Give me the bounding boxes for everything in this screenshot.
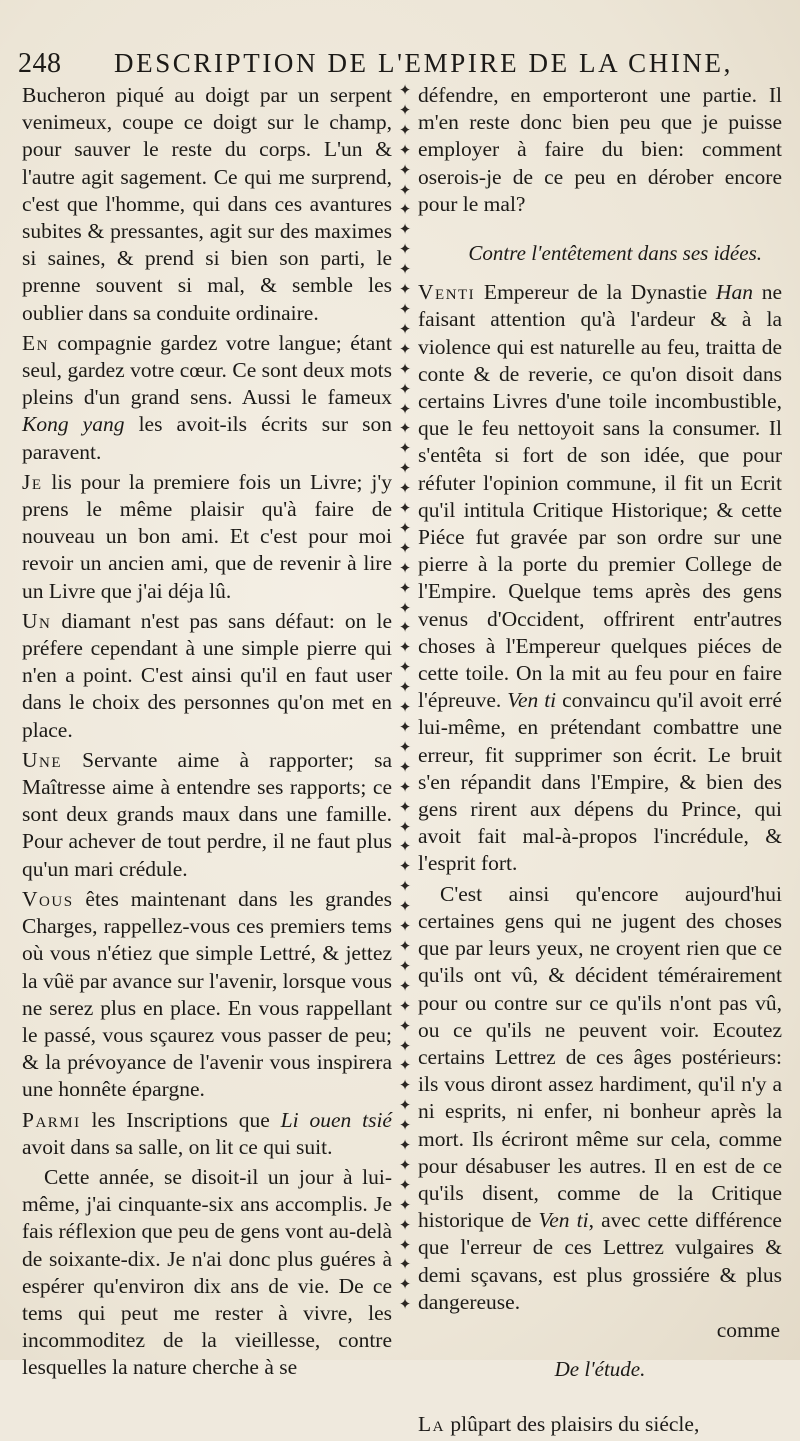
fleuron-icon: ✦ xyxy=(398,262,412,279)
proper-name: Ven ti xyxy=(538,1208,589,1233)
paragraph-text: Empereur de la Dynastie xyxy=(475,280,716,305)
paragraph-text: défendre, en emporteront une partie. Il m'en reste donc bien peu que je puisse employer à faire du bien: comment oserois-je de ce peu en dérober encore pour le mal? xyxy=(418,83,782,216)
fleuron-icon: ✦ xyxy=(398,660,412,677)
fleuron-icon: ✦ xyxy=(398,839,412,856)
fleuron-icon: ✦ xyxy=(398,142,412,159)
paragraph-text: Servante aime à rapporter; sa Maîtresse aime à entendre ses rapports; ce sont deux grands maux dans une famille. Pour achever de tout perdre, il ne faut plus qu'un mari crédule. xyxy=(22,747,392,881)
column-divider-ornament xyxy=(394,84,416,1314)
fleuron-icon: ✦ xyxy=(398,1197,412,1214)
fleuron-icon: ✦ xyxy=(398,83,412,99)
paragraph-text: plûpart des plaisirs du siécle, xyxy=(444,1412,700,1437)
fleuron-icon: ✦ xyxy=(398,580,412,597)
paragraph xyxy=(418,82,782,218)
fleuron-icon: ✦ xyxy=(398,341,412,358)
fleuron-icon: ✦ xyxy=(398,640,412,657)
fleuron-icon: ✦ xyxy=(398,720,412,736)
fleuron-icon: ✦ xyxy=(398,381,412,398)
proper-name: Han xyxy=(715,280,753,305)
paragraph-lead: Venti xyxy=(418,280,476,305)
fleuron-icon: ✦ xyxy=(398,1058,412,1075)
fleuron-icon: ✦ xyxy=(398,361,412,378)
fleuron-icon: ✦ xyxy=(398,1217,412,1234)
fleuron-icon: ✦ xyxy=(398,1237,412,1254)
fleuron-icon: ✦ xyxy=(398,600,412,617)
fleuron-icon: ✦ xyxy=(398,401,412,418)
section-heading: Contre l'entêtement dans ses idées. xyxy=(468,241,762,266)
paragraph-lead: Parmi xyxy=(22,1107,81,1132)
fleuron-icon: ✦ xyxy=(398,1118,412,1135)
fleuron-icon: ✦ xyxy=(398,122,412,139)
fleuron-icon: ✦ xyxy=(398,859,412,876)
fleuron-icon: ✦ xyxy=(398,1098,412,1115)
paragraph-text: diamant n'est pas sans défaut: on le préfere cependant à une simple pierre qui n'en a point. C'est ainsi qu'il en faut user dans le choix des personnes qu'on met en place. xyxy=(22,608,392,742)
fleuron-icon: ✦ xyxy=(398,321,412,338)
fleuron-icon: ✦ xyxy=(398,1038,412,1055)
fleuron-icon: ✦ xyxy=(398,301,412,318)
paragraph xyxy=(22,608,392,744)
fleuron-icon: ✦ xyxy=(398,1297,412,1314)
fleuron-icon: ✦ xyxy=(398,799,412,816)
fleuron-icon: ✦ xyxy=(398,958,412,975)
fleuron-icon: ✦ xyxy=(398,560,412,577)
paragraph-lead: Un xyxy=(22,608,52,633)
page-number: 248 xyxy=(18,48,62,79)
fleuron-icon: ✦ xyxy=(398,1177,412,1194)
section-heading: De l'étude. xyxy=(554,1356,646,1381)
fleuron-icon: ✦ xyxy=(398,481,412,498)
fleuron-icon: ✦ xyxy=(398,998,412,1015)
paragraph-text: convaincu qu'il avoit erré lui-même, en prétendant combattre une erreur, fit supprimer son écrit. Le bruit s'en répandit dans l'Empire, & bien des gens rirent aux dépens du Prince, qui avoit fait mal-à-propos l'incrédule, & l'esprit fort. xyxy=(418,688,782,876)
paragraph-text: les Inscriptions que xyxy=(80,1107,281,1132)
catchword: comme xyxy=(716,1318,780,1342)
fleuron-icon: ✦ xyxy=(398,899,412,916)
left-column xyxy=(22,82,392,1385)
paragraph xyxy=(418,1411,782,1438)
fleuron-icon: ✦ xyxy=(398,1257,412,1274)
paragraph-text: les avoit-ils écrits sur son paravent. xyxy=(22,412,392,464)
proper-name: Li ouen tsié xyxy=(280,1107,392,1132)
paragraph-lead: En xyxy=(22,330,49,355)
fleuron-icon: ✦ xyxy=(398,540,412,557)
paragraph xyxy=(22,747,392,883)
fleuron-icon: ✦ xyxy=(398,919,412,936)
paragraph-lead: La xyxy=(418,1412,445,1437)
proper-name: Ven ti xyxy=(507,688,557,713)
fleuron-icon: ✦ xyxy=(398,1277,412,1294)
proper-name: Kong yang xyxy=(22,412,125,437)
page-header xyxy=(18,44,798,84)
fleuron-icon: ✦ xyxy=(398,162,412,179)
paragraph xyxy=(418,279,782,877)
fleuron-icon: ✦ xyxy=(398,700,412,717)
paragraph xyxy=(22,886,392,1104)
fleuron-icon: ✦ xyxy=(398,282,412,299)
running-title: DESCRIPTION DE L'EMPIRE DE LA CHINE, xyxy=(114,48,733,78)
paragraph xyxy=(22,330,392,466)
paragraph-text: compagnie gardez votre langue; étant seul, gardez votre cœur. Ce sont deux mots pleins d'un grand sens. Aussi le fameux xyxy=(22,330,392,410)
paragraph-text: Cette année, se disoit-il un jour à lui-même, j'ai cinquante-six ans accomplis. Je fais réflexion que peu de gens vont au-delà de soixante-dix. Je n'ai donc plus guéres à espérer qu'environ dix ans de vie. De ce tems qui peut me rester à vivre, les incommoditez de la vieillesse, contre lesquelles la nature cherche à se xyxy=(22,1164,392,1380)
paragraph xyxy=(22,1164,392,1382)
paragraph-lead: Une xyxy=(22,747,63,772)
fleuron-icon: ✦ xyxy=(398,759,412,776)
paragraph-text: C'est ainsi qu'encore aujourd'hui certaines gens qui ne jugent des choses que par leurs yeux, ne croyent rien que ce qu'ils ont vû, & décident témérairement pour ou contre sur ce qu'ils n'ont pas vû, ou ce qu'ils ne peuvent voir. Ecoutez certains Lettrez de ces âges postérieurs: ils vous diront assez hardiment, qu'il n'y a ni esprits, ni enfer, ni bonheur après la mort. Ils écriront même sur cela, comme pour désabuser les autres. Il en est de ce qu'ils disent, comme de la Critique historique de xyxy=(418,881,782,1233)
fleuron-icon: ✦ xyxy=(398,1157,412,1174)
paragraph xyxy=(22,82,392,327)
fleuron-icon: ✦ xyxy=(398,441,412,458)
paragraph-text: ne faisant attention qu'à l'ardeur & à la violence qui est naturelle au feu, traitta de conte & de reverie, ce qu'on disoit dans certains Livres d'une toile incombustible, que le feu nettoyoit sans la consumer. Il s'entêta si fort de son idée, que pour réfuter l'opinion commune, il fit un Ecrit qu'il intitula Critique Historique; & cette Piéce fut gravée par son ordre sur une pierre à la porte du premier College de l'Empire. Quelque tems après des gens venus d'Occident, offrirent entr'autres choses à l'Empereur quelques piéces de cette toile. On la mit au feu pour en faire l'épreuve. xyxy=(418,280,782,713)
fleuron-icon: ✦ xyxy=(398,202,412,219)
right-column xyxy=(418,82,782,1441)
fleuron-icon: ✦ xyxy=(398,102,412,119)
paragraph-text: avoit dans sa salle, on lit ce qui suit. xyxy=(22,1134,333,1159)
fleuron-icon: ✦ xyxy=(398,242,412,259)
paragraph xyxy=(418,881,782,1316)
fleuron-icon: ✦ xyxy=(398,520,412,537)
fleuron-icon: ✦ xyxy=(398,182,412,199)
fleuron-icon: ✦ xyxy=(398,938,412,955)
fleuron-icon: ✦ xyxy=(398,779,412,796)
fleuron-icon: ✦ xyxy=(398,501,412,518)
fleuron-icon: ✦ xyxy=(398,978,412,995)
paragraph-lead: Vous xyxy=(22,886,74,911)
fleuron-icon: ✦ xyxy=(398,421,412,438)
fleuron-icon: ✦ xyxy=(398,461,412,478)
fleuron-icon: ✦ xyxy=(398,680,412,697)
fleuron-icon: ✦ xyxy=(398,1078,412,1095)
fleuron-icon: ✦ xyxy=(398,1138,412,1155)
paragraph-text: lis pour la premiere fois un Livre; j'y prens le même plaisir qu'à faire de nouveau un bon ami. Et c'est pour moi revoir un ancien ami, que de revenir à lire un Livre que j'ai déja lû. xyxy=(22,469,392,603)
paragraph-lead: Je xyxy=(22,469,43,494)
paragraph xyxy=(22,469,392,605)
fleuron-icon: ✦ xyxy=(398,222,412,239)
paragraph-text: êtes maintenant dans les grandes Charges, rappellez-vous ces premiers tems où vous n'étiez que simple Lettré, & jettez la vûë par avance sur l'avenir, lorsque vous ne serez plus en place. En vous rappellant le passé, vous sçaurez vous passer de peu; & la prévoyance de l'avenir vous inspirera une honnête épargne. xyxy=(22,886,392,1102)
paragraph-text: , avec cette différence que l'erreur de ces Lettrez vulgaires & demi sçavans, est plus grossiére & plus dangereuse. xyxy=(418,1208,782,1314)
fleuron-icon: ✦ xyxy=(398,879,412,896)
fleuron-icon: ✦ xyxy=(398,819,412,836)
fleuron-icon: ✦ xyxy=(398,739,412,756)
paragraph-text: Bucheron piqué au doigt par un serpent venimeux, coupe ce doigt sur le champ, pour sauver le reste du corps. L'un & l'autre agit sagement. Ce qui me surprend, c'est que l'homme, qui dans ces avantures subites & pressantes, agit sur des maximes si saines, & prend si bien son parti, le prenne souvent si mal, & semble les oublier dans sa conduite ordinaire. xyxy=(22,83,392,325)
paragraph xyxy=(22,1107,392,1161)
fleuron-icon: ✦ xyxy=(398,1018,412,1035)
fleuron-icon: ✦ xyxy=(398,620,412,637)
